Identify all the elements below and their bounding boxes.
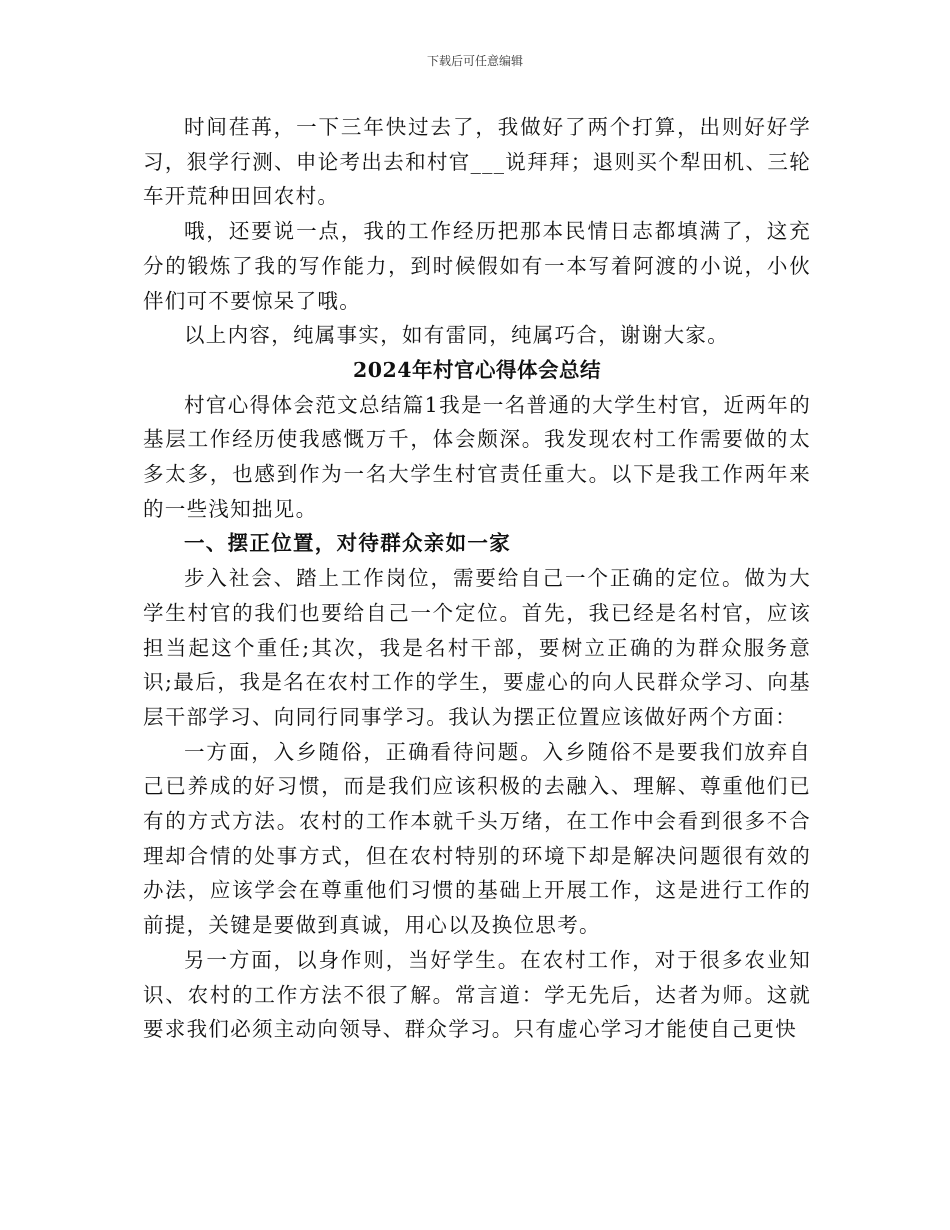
paragraph-1: 时间荏苒，一下三年快过去了，我做好了两个打算，出则好好学习，狠学行测、申论考出去和村官___说拜拜；退则买个犁田机、三轮车开荒种田回农村。: [143, 115, 811, 209]
paragraph-4: 村官心得体会范文总结篇1我是一名普通的大学生村官，近两年的基层工作经历使我感慨万千，体会颇深。我发现农村工作需要做的太多太多，也感到作为一名大学生村官责任重大。以下是我工作两年来的一些浅知拙见。: [143, 392, 811, 521]
paragraph-5: 步入社会、踏上工作岗位，需要给自己一个正确的定位。做为大学生村官的我们也要给自己一个定位。首先，我已经是名村官，应该担当起这个重任;其次，我是名村干部，要树立正确的为群众服务意识;最后，我是名在农村工作的学生，要虚心的向人民群众学习、向基层干部学习、向同行同事学习。我认为摆正位置应该做好两个方面：: [143, 566, 811, 729]
document-body: [143, 110, 811, 1047]
paragraph-2: 哦，还要说一点，我的工作经历把那本民情日志都填满了，这充分的锻炼了我的写作能力，到时候假如有一本写着阿渡的小说，小伙伴们可不要惊呆了哦。: [143, 219, 811, 313]
page-header: 下载后可任意编辑: [426, 54, 523, 68]
paragraph-6: 一方面，入乡随俗，正确看待问题。入乡随俗不是要我们放弃自己已养成的好习惯，而是我们应该积极的去融入、理解、尊重他们已有的方式方法。农村的工作本就千头万绪，在工作中会看到很多不合理却合情的处事方式，但在农村特别的环境下却是解决问题很有效的办法，应该学会在尊重他们习惯的基础上开展工作，这是进行工作的前提，关键是要做到真诚，用心以及换位思考。: [143, 739, 811, 938]
document-title: 2024年村官心得体会总结: [352, 357, 602, 382]
paragraph-7: 另一方面，以身作则，当好学生。在农村工作，对于很多农业知识、农村的工作方法不很了解。常言道：学无先后，达者为师。这就要求我们必须主动向领导、群众学习。只有虚心学习才能使自己更快: [143, 947, 811, 1042]
paragraph-3: 以上内容，纯属事实，如有雷同，纯属巧合，谢谢大家。: [184, 323, 729, 348]
section-heading-1: 一、摆正位置，对待群众亲如一家: [184, 531, 511, 556]
